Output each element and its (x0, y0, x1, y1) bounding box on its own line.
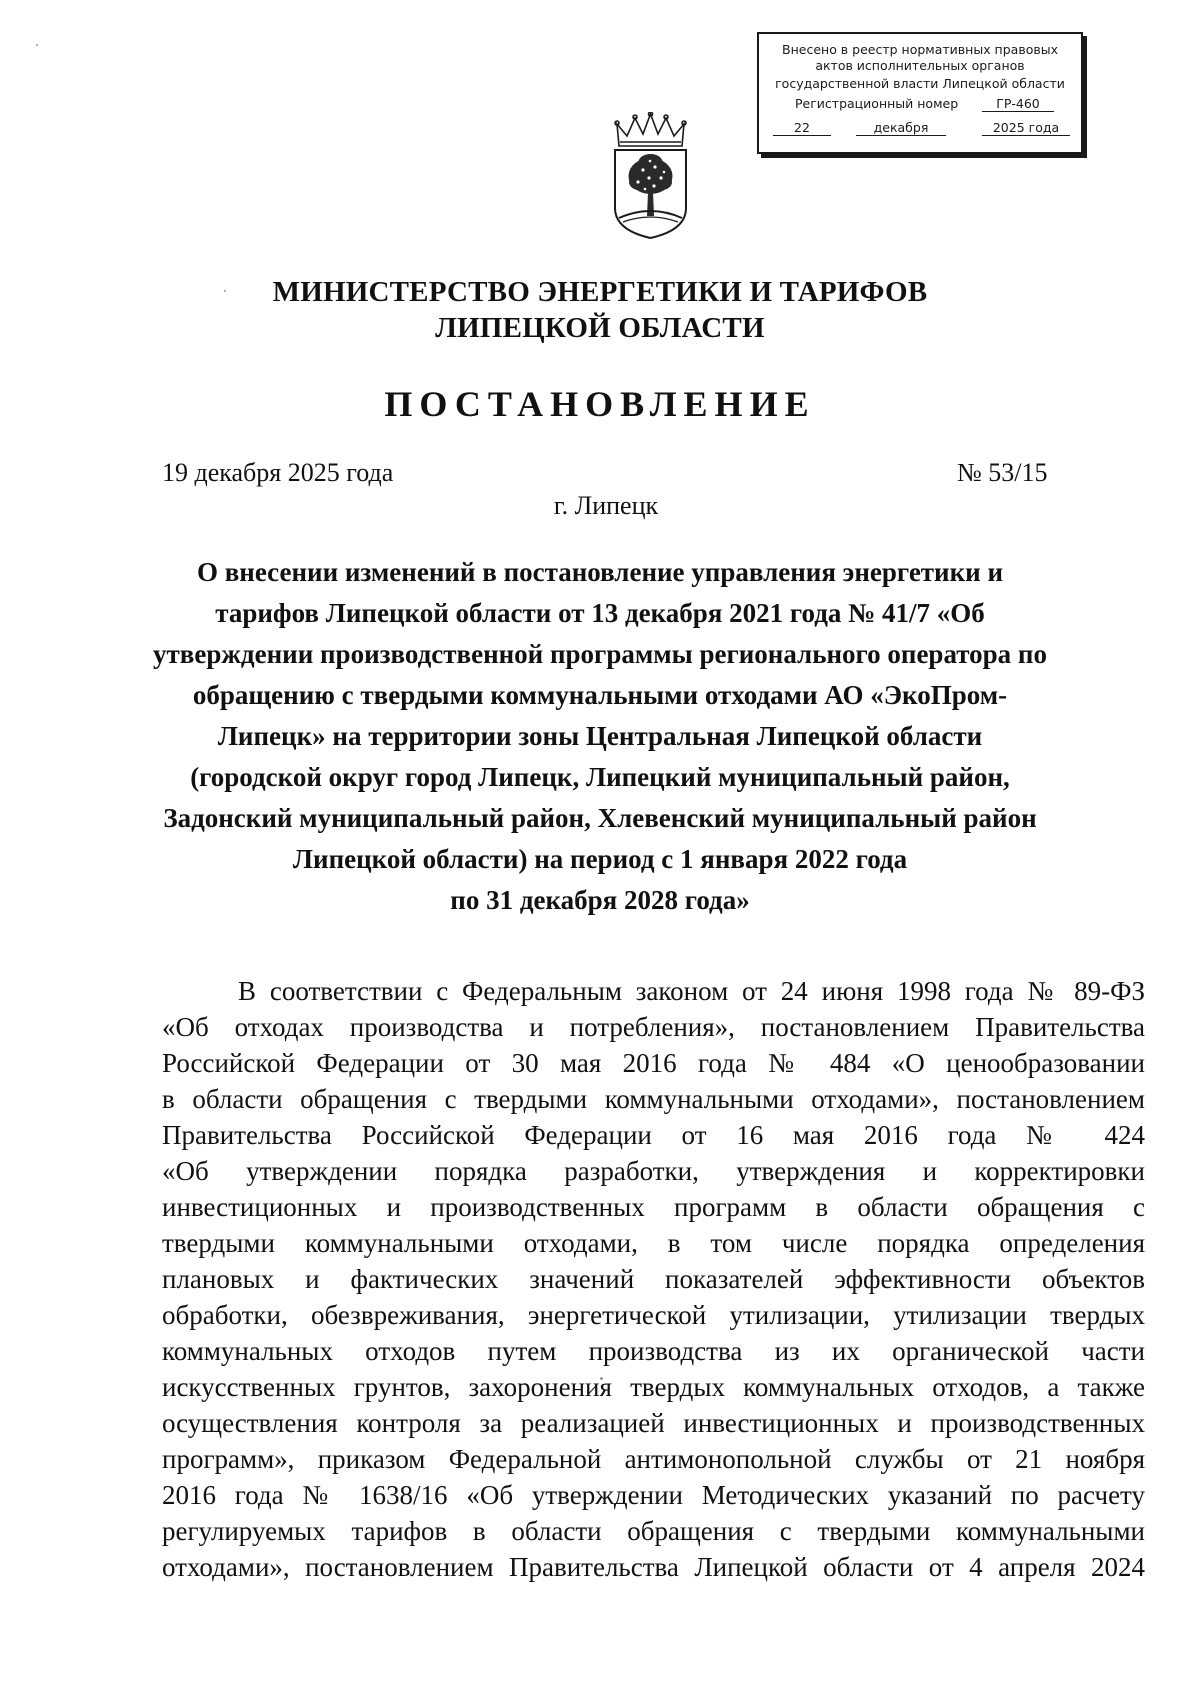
title-line: утверждении производственной программы регионального оператора по (153, 639, 1047, 669)
stamp-reg-number: ГР-460 (982, 96, 1054, 112)
body-line: регулируемых тарифов в области обращения с твердыми коммунальными (162, 1516, 1145, 1546)
stamp-line-3: государственной власти Липецкой области (775, 76, 1065, 91)
title-line: Липецк» на территории зоны Центральная Липецкой области (217, 721, 983, 751)
body-line: программ», приказом Федеральной антимонопольной службы от 21 ноября (162, 1444, 1145, 1474)
registry-stamp (757, 32, 1083, 154)
document-city: г. Липецк (553, 491, 659, 520)
body-line: обработки, обезвреживания, энергетической утилизации, утилизации твердых (162, 1300, 1145, 1330)
title-line: тарифов Липецкой области от 13 декабря 2021 года № 41/7 «Об (215, 598, 985, 628)
title-line: (городской округ город Липецк, Липецкий муниципальный район, (190, 762, 1010, 792)
title-line: О внесении изменений в постановление управления энергетики и (196, 557, 1004, 587)
stamp-line-2: актов исполнительных органов (815, 58, 1025, 73)
body-line: осуществления контроля за реализацией инвестиционных и производственных (162, 1408, 1145, 1438)
body-line: твердыми коммунальными отходами, в том числе порядка определения (162, 1228, 1145, 1258)
stamp-reg-label: Регистрационный номер (795, 96, 959, 111)
document-date: 19 декабря 2025 года (162, 458, 394, 487)
body-line: в области обращения с твердыми коммунальными отходами», постановлением (162, 1084, 1145, 1114)
body-line: искусственных грунтов, захоронения твердых коммунальных отходов, а также (162, 1372, 1145, 1402)
body-line: «Об утверждении порядка разработки, утверждения и корректировки (162, 1156, 1145, 1186)
body-line: Российской Федерации от 30 мая 2016 года № 484 «О ценообразовании (162, 1048, 1145, 1078)
body-line: 2016 года № 1638/16 «Об утверждении Методических указаний по расчету (162, 1480, 1145, 1510)
document-type-heading: ПОСТАНОВЛЕНИЕ (384, 384, 816, 424)
ministry-name-line-1: МИНИСТЕРСТВО ЭНЕРГЕТИКИ И ТАРИФОВ (272, 276, 928, 308)
scan-speck (36, 44, 38, 46)
body-line: коммунальных отходов путем производства из их органической части (162, 1336, 1145, 1366)
document-number: № 53/15 (957, 458, 1048, 487)
body-line: отходами», постановлением Правительства Липецкой области от 4 апреля 2024 (162, 1552, 1145, 1582)
coat-of-arms-emblem (609, 112, 692, 240)
stamp-line-1: Внесено в реестр нормативных правовых (782, 42, 1058, 57)
title-line: по 31 декабря 2028 года» (450, 885, 750, 915)
stamp-year: 2025 года (982, 120, 1070, 136)
body-line: инвестиционных и производственных программ в области обращения с (162, 1192, 1145, 1222)
stamp-day: 22 (773, 120, 831, 136)
body-line: плановых и фактических значений показателей эффективности объектов (162, 1264, 1145, 1294)
title-line: Задонский муниципальный район, Хлевенский муниципальный район (163, 803, 1037, 833)
body-line: В соответствии с Федеральным законом от 24 июня 1998 года № 89-ФЗ (238, 976, 1145, 1006)
title-line: Липецкой области) на период с 1 января 2022 года (292, 844, 908, 874)
stamp-month: декабря (856, 120, 946, 136)
title-line: обращению с твердыми коммунальными отходами АО «ЭкоПром- (192, 680, 1008, 710)
body-line: Правительства Российской Федерации от 16 мая 2016 года № 424 (162, 1120, 1145, 1150)
ministry-name-line-2: ЛИПЕЦКОЙ ОБЛАСТИ (435, 312, 765, 344)
body-line: «Об отходах производства и потребления», постановлением Правительства (162, 1012, 1145, 1042)
